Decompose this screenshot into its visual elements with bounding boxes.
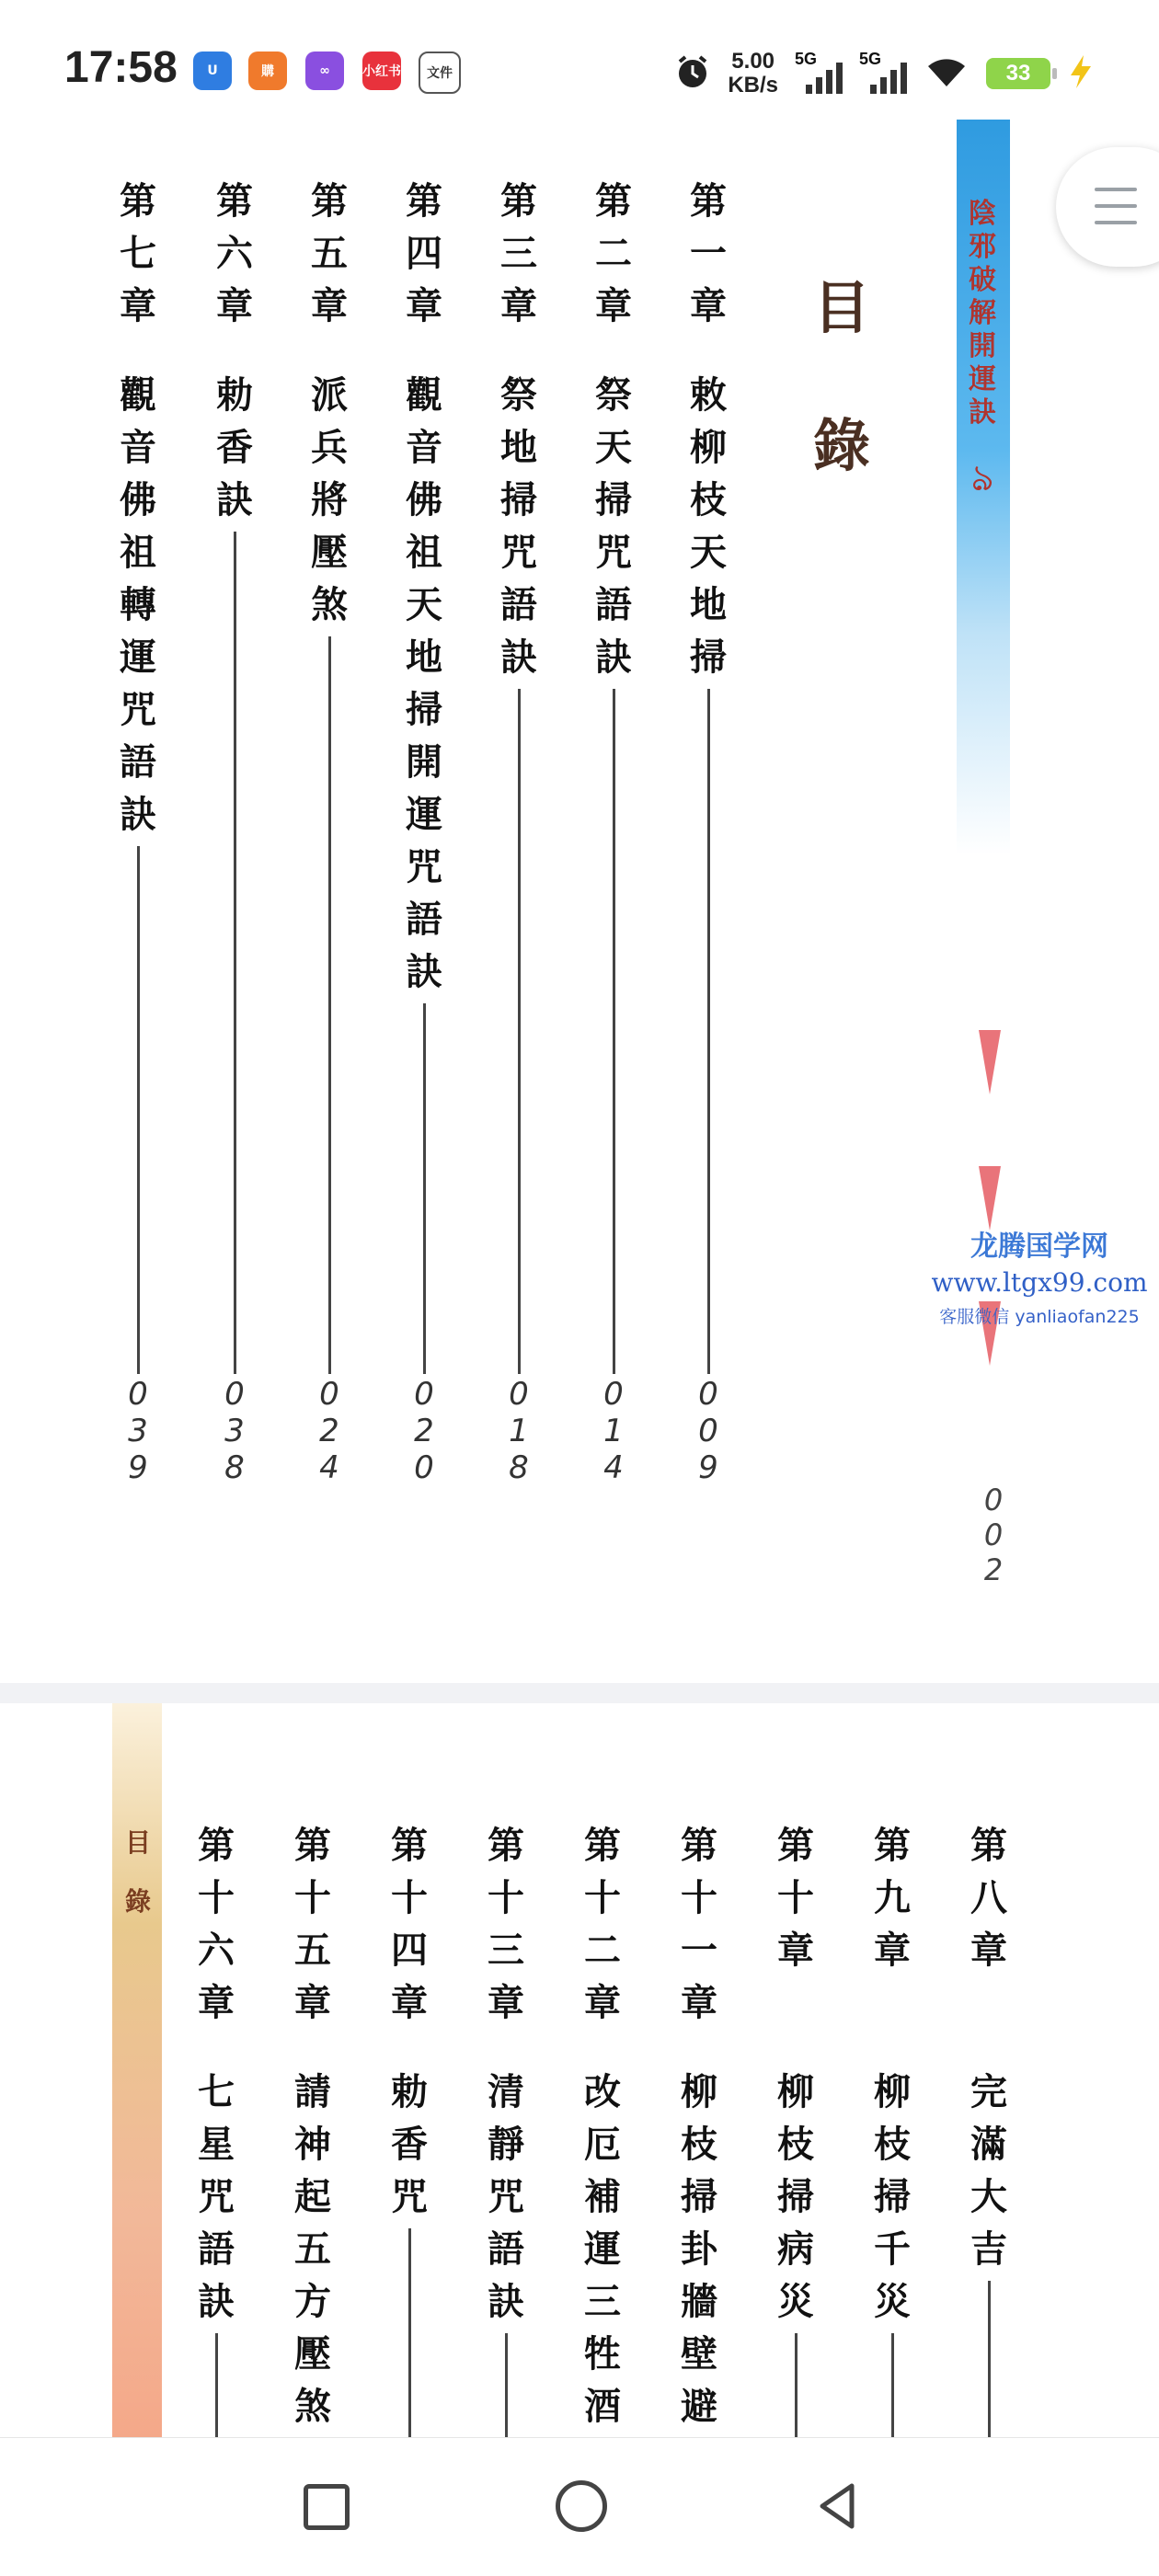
- chapter-heading-char: 第: [681, 1824, 717, 1867]
- chapter-title-char: 柳: [777, 2070, 814, 2113]
- chapter-title-char: 香: [391, 2123, 428, 2166]
- chapter-heading-char: 十: [294, 1876, 331, 1919]
- chapter-heading-char: 第: [391, 1824, 428, 1867]
- toc-entry[interactable]: [577, 175, 650, 1484]
- chapter-title-char: 訣: [595, 635, 632, 679]
- chapter-heading-char: 十: [681, 1876, 717, 1919]
- chapter-title-char: 語: [488, 2227, 524, 2271]
- chapter-title-char: 掃: [681, 2175, 717, 2218]
- page-number-digit: 0: [698, 1413, 718, 1449]
- page-number-digit: 8: [509, 1449, 529, 1486]
- chapter-title-char: 避: [681, 2385, 717, 2428]
- chapter-title-char: 壓: [311, 531, 348, 574]
- spacer: [293, 332, 366, 369]
- chapter-heading-char: 六: [198, 1929, 235, 1972]
- chapter-heading-char: 第: [584, 1824, 621, 1867]
- chapter-title-char: 七: [198, 2070, 235, 2113]
- chapter-heading-char: 第: [120, 179, 156, 223]
- home-button[interactable]: [552, 2477, 611, 2536]
- battery-level: 33: [1005, 61, 1031, 86]
- network-speed-value: 5.00: [731, 49, 775, 74]
- page-number: [975, 1483, 1012, 1587]
- toc-entry[interactable]: [373, 1819, 446, 2437]
- chapter-heading-char: 第: [500, 179, 537, 223]
- chapter-title-char: 地: [500, 426, 537, 469]
- chapter-title-char: 掃: [500, 478, 537, 521]
- chapter-title-char: 音: [406, 426, 442, 469]
- chapter-title-char: 將: [311, 478, 348, 521]
- chapter-heading-char: 章: [406, 284, 442, 327]
- spacer: [671, 332, 745, 369]
- chapter-heading-char: 第: [777, 1824, 814, 1867]
- chapter-title-char: 壁: [681, 2332, 717, 2376]
- chapter-title-char: 請: [294, 2070, 331, 2113]
- page-number-digit: 3: [128, 1413, 148, 1449]
- chapter-heading-char: 第: [294, 1824, 331, 1867]
- toc-entry[interactable]: [387, 175, 461, 1484]
- chapter-heading-char: 章: [595, 284, 632, 327]
- chapter-heading-char: 十: [584, 1876, 621, 1919]
- page-number-digit: 0: [509, 1376, 529, 1413]
- chapter-title-char: 咒: [198, 2175, 235, 2218]
- toc-entry[interactable]: [566, 1819, 639, 2437]
- chapter-title-char: 派: [311, 373, 348, 417]
- chapter-title-char: 煞: [294, 2385, 331, 2428]
- back-triangle-icon: [809, 2477, 868, 2536]
- spacer: [198, 332, 271, 369]
- chapter-title-char: 祭: [500, 373, 537, 417]
- chapter-heading-char: 第: [406, 179, 442, 223]
- chapter-heading-char: 二: [595, 232, 632, 275]
- chapter-heading-char: 章: [690, 284, 727, 327]
- chapter-title-char: 厄: [584, 2123, 621, 2166]
- chapter-title-char: 柳: [874, 2070, 911, 2113]
- book-title-char: 訣: [969, 396, 996, 429]
- spacer: [469, 2029, 543, 2066]
- chapter-heading-char: 章: [311, 284, 348, 327]
- chapter-title-char: 壓: [294, 2332, 331, 2376]
- spacer: [373, 2029, 446, 2066]
- chapter-heading-char: 章: [120, 284, 156, 327]
- watermark-site-name: 龙腾国学网: [970, 1231, 1108, 1263]
- page-number-digit: 1: [509, 1413, 529, 1449]
- page-number-digit: 0: [414, 1376, 434, 1413]
- chapter-title-char: 病: [777, 2227, 814, 2271]
- toc-entry[interactable]: [101, 175, 175, 1484]
- network-speed-unit: KB/s: [728, 73, 778, 97]
- chapter-title-char: 五: [294, 2227, 331, 2271]
- chapter-heading-char: 八: [970, 1876, 1007, 1919]
- toc-label: [120, 1814, 156, 1931]
- toc-heading: [800, 239, 883, 515]
- toc-entry[interactable]: [759, 1819, 832, 2437]
- page-divider: [0, 1683, 1159, 1703]
- chapter-heading-char: 第: [970, 1824, 1007, 1867]
- page-number-digit: 1: [603, 1413, 624, 1449]
- spacer: [179, 2029, 253, 2066]
- chapter-heading-char: 章: [488, 1981, 524, 2024]
- leader-line: [137, 846, 140, 1374]
- leader-line: [707, 689, 710, 1374]
- spacer: [577, 332, 650, 369]
- chapter-heading-char: 章: [216, 284, 253, 327]
- page-number-digit: 0: [224, 1376, 245, 1413]
- chapter-title-char: 改: [584, 2070, 621, 2113]
- signal-5g-1-icon: [795, 50, 843, 94]
- leader-line: [423, 1003, 426, 1374]
- status-time: 17:58: [64, 43, 178, 92]
- chapter-heading-char: 章: [198, 1981, 235, 2024]
- chapter-title-char: 語: [198, 2227, 235, 2271]
- toc-entry[interactable]: [662, 1819, 736, 2437]
- chapter-heading-char: 章: [874, 1929, 911, 1972]
- page-number-digit: 8: [224, 1449, 245, 1486]
- chapter-title-char: 災: [874, 2280, 911, 2323]
- leader-line: [234, 532, 236, 1374]
- chapter-title-char: 香: [216, 426, 253, 469]
- page-number-digit: 0: [128, 1376, 148, 1413]
- leader-line: [988, 2281, 991, 2437]
- page-number-digit: 0: [983, 1517, 1004, 1552]
- chapter-heading-char: 五: [311, 232, 348, 275]
- chapter-title-char: 訣: [406, 950, 442, 993]
- page-number-digit: 0: [983, 1483, 1004, 1517]
- chapter-title-char: 佛: [120, 478, 156, 521]
- chapter-heading-char: 六: [216, 232, 253, 275]
- chapter-title-char: 起: [294, 2175, 331, 2218]
- chapter-title-char: 酒: [584, 2385, 621, 2428]
- toc-entry[interactable]: [198, 175, 271, 1484]
- chapter-title-char: 吉: [970, 2227, 1007, 2271]
- book-title-char: 破: [969, 264, 996, 296]
- signal-label: 5G: [859, 50, 882, 68]
- chapter-heading-char: 章: [584, 1981, 621, 2024]
- leader-line: [215, 2333, 218, 2437]
- triangle-marker-icon: [979, 1030, 1001, 1094]
- chapter-title-char: 訣: [198, 2280, 235, 2323]
- chapter-heading-char: 第: [874, 1824, 911, 1867]
- app-xiaohongshu-icon: 小红书: [362, 52, 401, 90]
- menu-icon: [1095, 188, 1137, 237]
- chapter-title-char: 清: [488, 2070, 524, 2113]
- leader-line: [408, 2228, 411, 2437]
- chapter-heading-char: 十: [391, 1876, 428, 1919]
- chapter-title-char: 枝: [681, 2123, 717, 2166]
- chapter-title-char: 咒: [406, 845, 442, 888]
- chapter-title-char: 敕: [690, 373, 727, 417]
- circle-icon: [556, 2480, 607, 2532]
- leader-line: [891, 2333, 894, 2437]
- book-title-char: 運: [969, 363, 996, 395]
- chapter-heading-char: 章: [681, 1981, 717, 2024]
- charging-icon: [1067, 53, 1095, 95]
- chapter-title-char: 枝: [690, 478, 727, 521]
- chapter-title-char: 咒: [488, 2175, 524, 2218]
- spacer: [566, 2029, 639, 2066]
- toc-entry[interactable]: [293, 175, 366, 1484]
- chapter-title-char: 轉: [120, 583, 156, 626]
- chapter-title-char: 補: [584, 2175, 621, 2218]
- status-indicators: [674, 46, 1095, 101]
- spacer: [952, 1976, 1026, 2066]
- toc-entry[interactable]: [952, 1819, 1026, 2437]
- leader-line: [795, 2333, 798, 2437]
- chapter-title-char: 牆: [681, 2280, 717, 2323]
- chapter-title-char: 地: [406, 635, 442, 679]
- chapter-title-char: 咒: [595, 531, 632, 574]
- chapter-heading-char: 十: [488, 1876, 524, 1919]
- spacer: [855, 1976, 929, 2066]
- toc-label-char: 目: [124, 1827, 151, 1858]
- toc-entry[interactable]: [469, 1819, 543, 2437]
- page-number-digit: 0: [319, 1376, 339, 1413]
- leader-line: [505, 2333, 508, 2437]
- chapter-title-char: 煞: [311, 583, 348, 626]
- chapter-title-char: 牲: [584, 2332, 621, 2376]
- chapter-heading-char: 五: [294, 1929, 331, 1972]
- chapter-title-char: 星: [198, 2123, 235, 2166]
- book-title-char: 開: [969, 330, 996, 362]
- chapter-title-char: 枝: [777, 2123, 814, 2166]
- triangle-marker-icon: [979, 1166, 1001, 1231]
- page-number-digit: 4: [603, 1449, 624, 1486]
- recent-apps-button[interactable]: [296, 2477, 355, 2536]
- chapter-title-char: 觀: [120, 373, 156, 417]
- chapter-title-char: 掃: [406, 688, 442, 731]
- page-number-digit: 9: [128, 1449, 148, 1486]
- leader-line: [518, 689, 521, 1374]
- chapter-title-char: 運: [120, 635, 156, 679]
- toc-entry[interactable]: [179, 1819, 253, 2437]
- chapter-title-char: 勅: [391, 2070, 428, 2113]
- chapter-title-char: 災: [777, 2280, 814, 2323]
- chapter-title-char: 枝: [874, 2123, 911, 2166]
- chapter-heading-char: 一: [690, 232, 727, 275]
- page-number-digit: 2: [319, 1413, 339, 1449]
- chapter-title-char: 地: [690, 583, 727, 626]
- chapter-title-char: 祖: [406, 531, 442, 574]
- chapter-title-char: 語: [500, 583, 537, 626]
- chapter-heading-char: 第: [690, 179, 727, 223]
- network-speed: [728, 50, 778, 97]
- chapter-title-char: 掃: [777, 2175, 814, 2218]
- leader-line: [613, 689, 615, 1374]
- chapter-title-char: 柳: [690, 426, 727, 469]
- chapter-title-char: 天: [406, 583, 442, 626]
- chapter-title-char: 方: [294, 2280, 331, 2323]
- app-link-icon: ∞: [305, 52, 344, 90]
- chapter-title-char: 神: [294, 2123, 331, 2166]
- toc-label-char: 錄: [124, 1886, 151, 1917]
- page-number-digit: 9: [698, 1449, 718, 1486]
- page-number-digit: 4: [319, 1449, 339, 1486]
- chapter-title-char: 訣: [500, 635, 537, 679]
- chapter-heading-char: 章: [500, 284, 537, 327]
- signal-5g-2-icon: [859, 50, 907, 94]
- chapter-title-char: 音: [120, 426, 156, 469]
- chapter-heading-char: 第: [311, 179, 348, 223]
- book-title: [964, 198, 1001, 429]
- app-u-icon: U: [193, 52, 232, 90]
- chapter-title-char: 開: [406, 740, 442, 784]
- square-icon: [304, 2484, 350, 2530]
- chapter-title-char: 大: [970, 2175, 1007, 2218]
- chapter-title-char: 掃: [690, 635, 727, 679]
- chapter-heading-char: 第: [198, 1824, 235, 1867]
- chapter-title-char: 天: [690, 531, 727, 574]
- chapter-heading-char: 章: [970, 1929, 1007, 1972]
- app-shop-icon: 購: [248, 52, 287, 90]
- chapter-title-char: 掃: [874, 2175, 911, 2218]
- spacer: [662, 2029, 736, 2066]
- chapter-title-char: 完: [970, 2070, 1007, 2113]
- app-wenjian-icon: 文件: [419, 52, 461, 94]
- chapter-heading-char: 三: [500, 232, 537, 275]
- watermark: [915, 1223, 1159, 1328]
- chapter-heading-char: 七: [120, 232, 156, 275]
- toc-entry[interactable]: [671, 175, 745, 1484]
- spacer: [276, 2029, 350, 2066]
- chapter-title-char: 訣: [120, 793, 156, 836]
- page-number-digit: 0: [414, 1449, 434, 1486]
- chapter-heading-char: 四: [406, 232, 442, 275]
- chapter-heading-char: 三: [488, 1929, 524, 1972]
- chapter-title-char: 語: [120, 740, 156, 784]
- spacer: [759, 1976, 832, 2066]
- chapter-title-char: 訣: [488, 2280, 524, 2323]
- battery-icon: [986, 58, 1050, 89]
- chapter-heading-char: 十: [198, 1876, 235, 1919]
- chapter-heading-char: 章: [294, 1981, 331, 2024]
- chapter-heading-char: 十: [777, 1876, 814, 1919]
- chapter-heading-char: 二: [584, 1929, 621, 1972]
- chapter-title-char: 運: [406, 793, 442, 836]
- chapter-title-char: 勅: [216, 373, 253, 417]
- chapter-heading-char: 第: [595, 179, 632, 223]
- chapter-title-char: 掃: [595, 478, 632, 521]
- spacer: [101, 332, 175, 369]
- book-title-char: 邪: [969, 231, 996, 263]
- toc-heading-char: 錄: [812, 412, 870, 479]
- chapter-heading-char: 章: [777, 1929, 814, 1972]
- chapter-title-char: 訣: [216, 478, 253, 521]
- chapter-title-char: 柳: [681, 2070, 717, 2113]
- chapter-title-char: 兵: [311, 426, 348, 469]
- chapter-heading-char: 章: [391, 1981, 428, 2024]
- chapter-title-char: 咒: [500, 531, 537, 574]
- chapter-title-char: 三: [584, 2280, 621, 2323]
- chapter-title-char: 千: [874, 2227, 911, 2271]
- watermark-contact: 客服微信 yanliaofan225: [939, 1307, 1140, 1327]
- chapter-title-char: 卦: [681, 2227, 717, 2271]
- chapter-title-char: 滿: [970, 2123, 1007, 2166]
- spacer: [482, 332, 556, 369]
- alarm-icon: [674, 53, 711, 95]
- page-number-digit: 0: [603, 1376, 624, 1413]
- page-number-digit: 2: [414, 1413, 434, 1449]
- navigation-bar: [0, 2437, 1159, 2576]
- toc-entry[interactable]: [276, 1819, 350, 2437]
- seal-icon: ঌ: [970, 457, 994, 499]
- status-bar: [0, 0, 1159, 129]
- page-number-digit: 2: [983, 1552, 1004, 1587]
- chapter-heading-char: 第: [216, 179, 253, 223]
- chapter-heading-char: 第: [488, 1824, 524, 1867]
- page-number-digit: 3: [224, 1413, 245, 1449]
- chapter-title-char: 觀: [406, 373, 442, 417]
- chapter-title-char: 咒: [120, 688, 156, 731]
- chapter-title-char: 佛: [406, 478, 442, 521]
- page-number-digit: 0: [698, 1376, 718, 1413]
- back-button[interactable]: [809, 2477, 868, 2536]
- book-title-char: 解: [969, 297, 996, 329]
- chapter-title-char: 祭: [595, 373, 632, 417]
- toc-entry[interactable]: [855, 1819, 929, 2437]
- chapter-title-char: 運: [584, 2227, 621, 2271]
- chapter-title-char: 語: [406, 898, 442, 941]
- wifi-icon: [924, 53, 970, 95]
- chapter-title-char: 靜: [488, 2123, 524, 2166]
- toc-heading-char: 目: [812, 274, 870, 341]
- toc-entry[interactable]: [482, 175, 556, 1484]
- chapter-title-char: 語: [595, 583, 632, 626]
- signal-label: 5G: [795, 50, 818, 68]
- chapter-heading-char: 一: [681, 1929, 717, 1972]
- chapter-heading-char: 九: [874, 1876, 911, 1919]
- chapter-heading-char: 四: [391, 1929, 428, 1972]
- chapter-title-char: 咒: [391, 2175, 428, 2218]
- chapter-title-char: 祖: [120, 531, 156, 574]
- chapter-title-char: 天: [595, 426, 632, 469]
- book-title-char: 陰: [969, 198, 996, 230]
- leader-line: [328, 636, 331, 1374]
- spacer: [387, 332, 461, 369]
- watermark-url: www.ltgx99.com: [931, 1267, 1148, 1298]
